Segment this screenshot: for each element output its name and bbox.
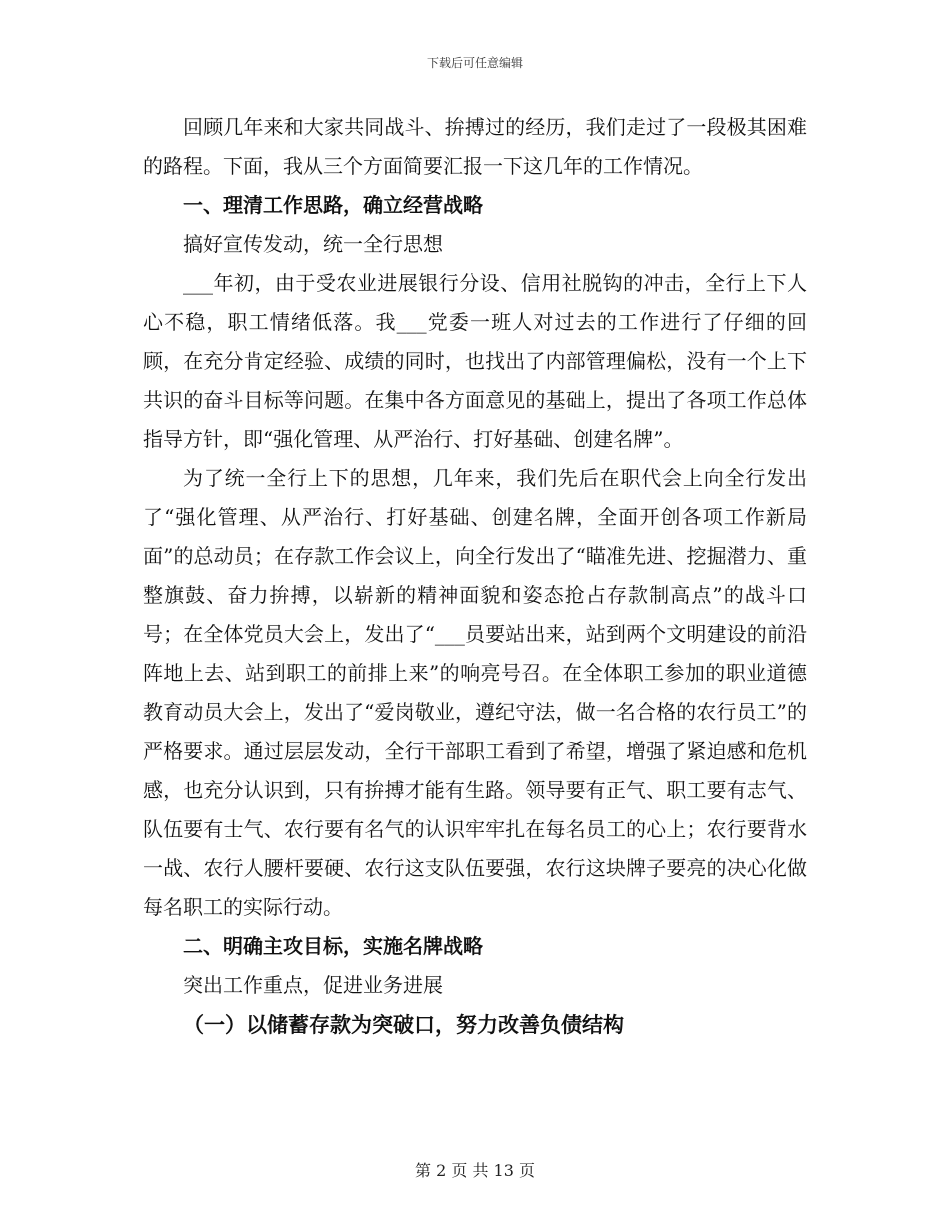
paragraph-mobilization: 为了统一全行上下的思想，几年来，我们先后在职代会上向全行发出了“强化管理、从严治行、打好基础、创建名牌，全面开创各项工作新局面”的总动员；在存款工作会议上，向全行发出了“瞄准先进、挖掘潜力、重整旗鼓、奋力拚搏，以崭新的精神面貌和姿态抢占存款制高点”的战斗口号；在全体党员大会上，发出了“___员要站出来，站到两个文明建设的前沿阵地上去、站到职工的前排上来”的响亮号召。在全体职工参加的职业道德教育动员大会上，发出了“爱岗敬业，遵纪守法，做一名合格的农行员工”的严格要求。通过层层发动，全行干部职工看到了希望，增强了紧迫感和危机感，也充分认识到，只有拚搏才能有生路。领导要有正气、职工要有志气、队伍要有士气、农行要有名气的认识牢牢扎在每名员工的心上；农行要背水一战、农行人腰杆要硬、农行这支队伍要强，农行这块牌子要亮的决心化做每名职工的实际行动。 [143, 466, 807, 919]
subsection-heading-2: 突出工作重点，促进业务进展 [183, 973, 443, 997]
subsection-heading-1: 搞好宣传发动，统一全行思想 [183, 232, 443, 256]
document-body [143, 108, 807, 1044]
section-heading-1: 一、理清工作思路，确立经营战略 [183, 193, 483, 217]
section-heading-2: 二、明确主攻目标，实施名牌战略 [183, 934, 483, 958]
subsection-heading-3: （一）以储蓄存款为突破口，努力改善负债结构 [183, 1012, 624, 1037]
paragraph-guideline: ___年初，由于受农业进展银行分设、信用社脱钩的冲击，全行上下人心不稳，职工情绪低落。我___党委一班人对过去的工作进行了仔细的回顾，在充分肯定经验、成绩的同时，也找出了内部管理偏松，没有一个上下共识的奋斗目标等问题。在集中各方面意见的基础上，提出了各项工作总体指导方针，即“强化管理、从严治行、打好基础、创建名牌”。 [143, 271, 807, 451]
page-footer: 第 2 页 共 13 页 [415, 1161, 535, 1180]
page-header-note: 下载后可任意编辑 [426, 56, 523, 70]
paragraph-intro: 回顾几年来和大家共同战斗、拚搏过的经历，我们走过了一段极其困难的路程。下面，我从三个方面简要汇报一下这几年的工作情况。 [143, 115, 807, 178]
